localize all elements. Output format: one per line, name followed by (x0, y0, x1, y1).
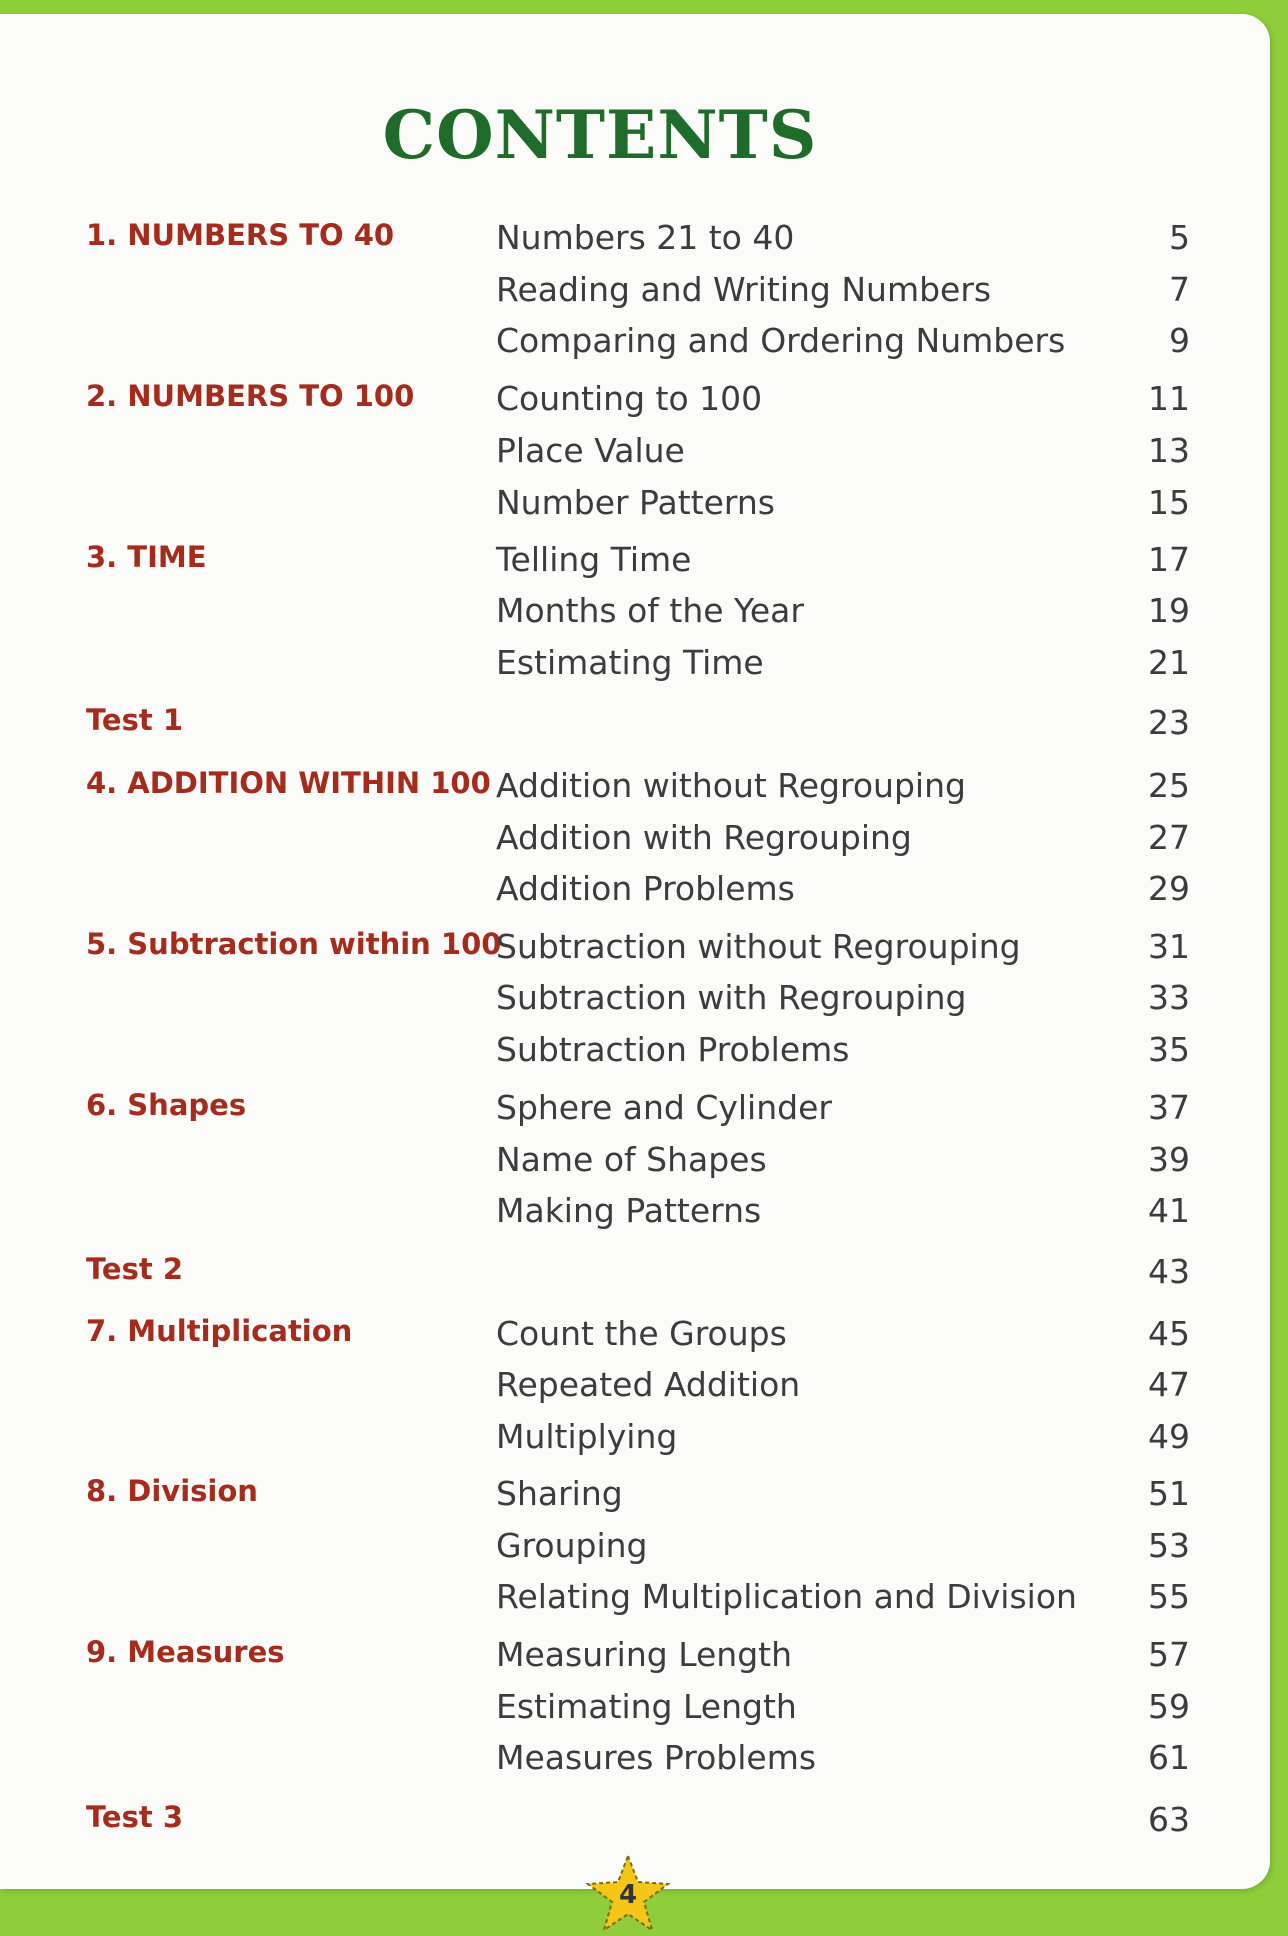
toc-row (0, 379, 1200, 429)
page-ref: 55 (1148, 1577, 1190, 1616)
toc-row (0, 1687, 1200, 1737)
chapter-title: 2. NUMBERS TO 100 (86, 379, 415, 413)
topic-title: Making Patterns (496, 1191, 762, 1230)
toc-row (0, 218, 1200, 268)
page-ref: 15 (1148, 483, 1190, 522)
topic-title: Months of the Year (496, 591, 804, 630)
page-ref: 37 (1148, 1088, 1190, 1127)
toc-row (0, 1030, 1200, 1080)
toc-row (0, 540, 1200, 590)
page-ref: 21 (1148, 643, 1190, 682)
page-ref: 25 (1148, 766, 1190, 805)
page-ref: 23 (1148, 703, 1190, 742)
page-ref: 51 (1148, 1474, 1190, 1513)
toc-row (0, 591, 1200, 641)
page-ref: 53 (1148, 1526, 1190, 1565)
page-ref: 11 (1148, 379, 1190, 418)
topic-title: Addition without Regrouping (496, 766, 966, 805)
topic-title: Addition Problems (496, 869, 795, 908)
toc-row (0, 1738, 1200, 1788)
topic-title: Repeated Addition (496, 1365, 801, 1404)
chapter-title: 5. Subtraction within 100 (86, 927, 502, 961)
toc-row (0, 1365, 1200, 1415)
toc-row (0, 321, 1200, 371)
toc-row (0, 1140, 1200, 1190)
page-ref: 41 (1148, 1191, 1190, 1230)
page-ref: 59 (1148, 1687, 1190, 1726)
page-ref: 9 (1169, 321, 1190, 360)
page-number-badge (580, 1852, 676, 1932)
topic-title: Subtraction Problems (496, 1030, 850, 1069)
page-ref: 35 (1148, 1030, 1190, 1069)
chapter-title: 3. TIME (86, 540, 207, 574)
page-title: CONTENTS (382, 96, 818, 174)
page-ref: 57 (1148, 1635, 1190, 1674)
toc-row (0, 703, 1200, 753)
toc-row (0, 1417, 1200, 1467)
page-ref: 29 (1148, 869, 1190, 908)
topic-title: Relating Multiplication and Division (496, 1577, 1077, 1616)
topic-title: Sharing (496, 1474, 623, 1513)
toc-row (0, 431, 1200, 481)
toc-row (0, 1088, 1200, 1138)
page-number: 4 (618, 1880, 638, 1910)
page-ref: 13 (1148, 431, 1190, 470)
toc-row (0, 978, 1200, 1028)
toc-row (0, 818, 1200, 868)
toc-row (0, 483, 1200, 533)
topic-title: Measures Problems (496, 1738, 817, 1777)
page-ref: 5 (1169, 218, 1190, 257)
topic-title: Numbers 21 to 40 (496, 218, 795, 257)
topic-title: Grouping (496, 1526, 648, 1565)
topic-title: Count the Groups (496, 1314, 787, 1353)
page-ref: 61 (1148, 1738, 1190, 1777)
topic-title: Multiplying (496, 1417, 678, 1456)
page-ref: 19 (1148, 591, 1190, 630)
chapter-title: Test 1 (86, 703, 183, 737)
topic-title: Sphere and Cylinder (496, 1088, 832, 1127)
topic-title: Counting to 100 (496, 379, 763, 418)
page-ref: 17 (1148, 540, 1190, 579)
page-ref: 63 (1148, 1800, 1190, 1839)
topic-title: Subtraction without Regrouping (496, 927, 1021, 966)
page-ref: 47 (1148, 1365, 1190, 1404)
chapter-title: Test 2 (86, 1252, 183, 1286)
page-ref: 45 (1148, 1314, 1190, 1353)
page-ref: 43 (1148, 1252, 1190, 1291)
topic-title: Comparing and Ordering Numbers (496, 321, 1066, 360)
toc-row (0, 1252, 1200, 1302)
topic-title: Place Value (496, 431, 685, 470)
toc-row (0, 1800, 1200, 1850)
chapter-title: 1. NUMBERS TO 40 (86, 218, 395, 252)
toc-row (0, 1191, 1200, 1241)
page-ref: 39 (1148, 1140, 1190, 1179)
topic-title: Name of Shapes (496, 1140, 767, 1179)
toc-row (0, 766, 1200, 816)
topic-title: Telling Time (496, 540, 692, 579)
topic-title: Estimating Length (496, 1687, 797, 1726)
topic-title: Reading and Writing Numbers (496, 270, 992, 309)
chapter-title: 7. Multiplication (86, 1314, 353, 1348)
topic-title: Measuring Length (496, 1635, 793, 1674)
chapter-title: 4. ADDITION WITHIN 100 (86, 766, 491, 800)
topic-title: Estimating Time (496, 643, 764, 682)
toc-row (0, 1474, 1200, 1524)
contents-page (0, 14, 1270, 1889)
chapter-title: 6. Shapes (86, 1088, 247, 1122)
chapter-title: 9. Measures (86, 1635, 285, 1669)
page-ref: 49 (1148, 1417, 1190, 1456)
page-ref: 7 (1169, 270, 1190, 309)
page-ref: 31 (1148, 927, 1190, 966)
toc-row (0, 643, 1200, 693)
page-ref: 33 (1148, 978, 1190, 1017)
toc-row (0, 927, 1200, 977)
chapter-title: Test 3 (86, 1800, 183, 1834)
toc-row (0, 1314, 1200, 1364)
toc-row (0, 869, 1200, 919)
toc-row (0, 270, 1200, 320)
toc-row (0, 1635, 1200, 1685)
topic-title: Addition with Regrouping (496, 818, 912, 857)
topic-title: Subtraction with Regrouping (496, 978, 967, 1017)
chapter-title: 8. Division (86, 1474, 258, 1508)
page-ref: 27 (1148, 818, 1190, 857)
toc-row (0, 1526, 1200, 1576)
toc-row (0, 1577, 1200, 1627)
topic-title: Number Patterns (496, 483, 775, 522)
